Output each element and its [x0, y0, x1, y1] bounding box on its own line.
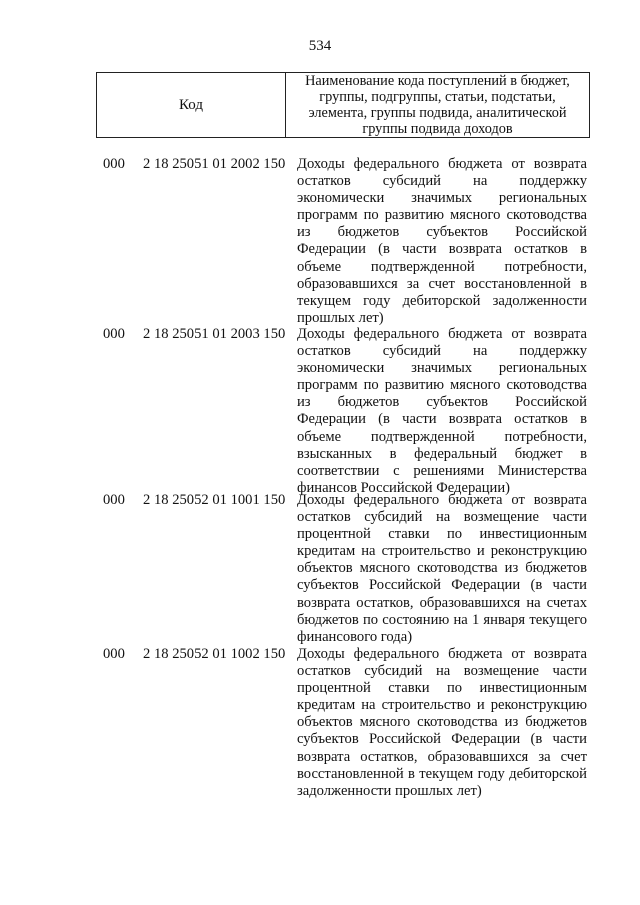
row-description: Доходы федерального бюджета от возврата остатков субсидий на поддержку экономически значимых региональных программ по развитию мясного скотоводства из бюджетов субъектов Российской Федерации (в части возврата остатков в объеме подтвержденной потребности, взысканных в федеральный бюджет в соответствии с решениями Министерства финансов Российской Федерации)	[297, 326, 587, 496]
row-admin-code: 000	[103, 646, 125, 662]
row-revenue-code: 2 18 25052 01 1002 150	[143, 646, 286, 662]
table-row	[0, 492, 640, 646]
page-number: 534	[308, 38, 332, 54]
table-row	[0, 156, 640, 326]
table-row	[0, 646, 640, 800]
row-description: Доходы федерального бюджета от возврата остатков субсидий на поддержку экономически значимых региональных программ по развитию мясного скотоводства из бюджетов субъектов Российской Федерации (в части возврата остатков в объеме подтвержденной потребности, образовавшихся за счет восстановленной в текущем году дебиторской задолженности прошлых лет)	[297, 156, 587, 326]
row-revenue-code: 2 18 25051 01 2003 150	[143, 326, 286, 342]
table-header	[96, 72, 590, 138]
row-admin-code: 000	[103, 156, 125, 172]
table-row	[0, 326, 640, 496]
header-code-label: Код	[97, 73, 286, 137]
row-revenue-code: 2 18 25051 01 2002 150	[143, 156, 286, 172]
row-admin-code: 000	[103, 326, 125, 342]
header-name-label: Наименование кода поступлений в бюджет, группы, подгруппы, статьи, подстатьи, элемента, группы подвида, аналитической группы подвида доходов	[305, 73, 570, 137]
row-description: Доходы федерального бюджета от возврата остатков субсидий на возмещение части процентной ставки по инвестиционным кредитам на строительство и реконструкцию объектов мясного скотоводства из бюджетов субъектов Российской Федерации (в части возврата остатков, образовавшихся на счетах бюджетов по состоянию на 1 января текущего финансового года)	[297, 492, 587, 645]
table-body	[0, 156, 640, 800]
row-admin-code: 000	[103, 492, 125, 508]
row-description: Доходы федерального бюджета от возврата остатков субсидий на возмещение части процентной ставки по инвестиционным кредитам на строительство и реконструкцию объектов мясного скотоводства из бюджетов субъектов Российской Федерации (в части возврата остатков, образовавшихся за счет восстановленной в текущем году дебиторской задолженности прошлых лет)	[297, 646, 587, 799]
row-revenue-code: 2 18 25052 01 1001 150	[143, 492, 286, 508]
